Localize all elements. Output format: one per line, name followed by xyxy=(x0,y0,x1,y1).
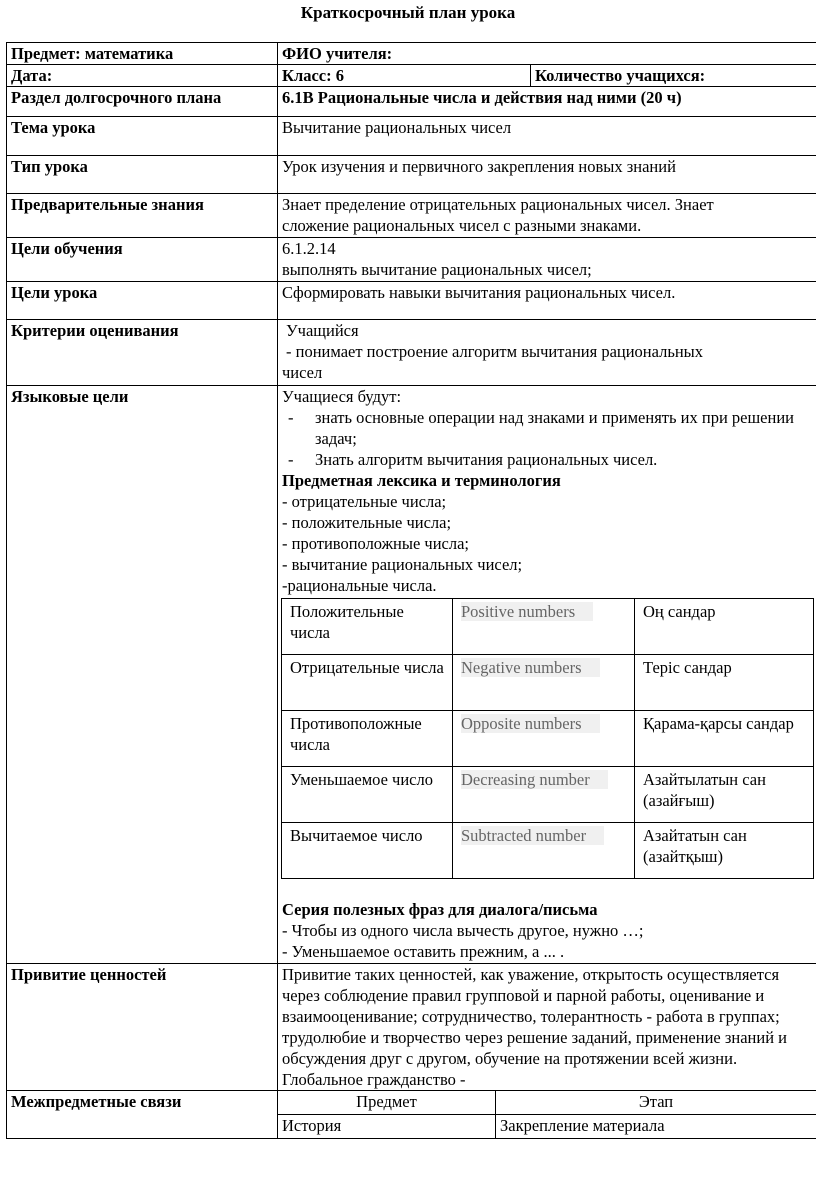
section-value: 6.1В Рациональные числа и действия над ними (20 ч) xyxy=(278,87,816,117)
goals-label: Цели урока xyxy=(7,282,278,320)
teacher-cell: ФИО учителя: xyxy=(278,43,816,65)
phrases-block xyxy=(282,899,812,962)
term-item: -рациональные числа. xyxy=(282,576,437,595)
vocab-kz: Оң сандар xyxy=(635,599,814,655)
language-label: Языковые цели xyxy=(7,386,278,964)
phrase-item: - Чтобы из одного числа вычесть другое, нужно …; xyxy=(282,921,644,940)
vocab-row xyxy=(282,711,814,767)
objectives-value xyxy=(278,238,816,282)
prior-line-1: Знает пределение отрицательных рациональных чисел. Знает xyxy=(282,195,714,214)
interdisciplinary-subject-value: История xyxy=(278,1115,496,1139)
vocab-ru: Противоположные числа xyxy=(282,711,453,767)
row-section xyxy=(7,87,816,117)
vocab-en xyxy=(453,767,635,823)
row-type xyxy=(7,156,816,194)
phrases-title: Серия полезных фраз для диалога/письма xyxy=(282,900,598,919)
vocab-row xyxy=(282,655,814,711)
objectives-text: выполнять вычитание рациональных чисел; xyxy=(282,260,592,279)
header-row-date xyxy=(7,65,816,87)
class-cell: Класс: 6 xyxy=(278,65,531,87)
values-global: Глобальное гражданство - xyxy=(282,1070,466,1089)
vocab-row xyxy=(282,767,814,823)
vocab-en-text: Negative numbers xyxy=(461,658,600,677)
topic-label: Тема урока xyxy=(7,117,278,156)
term-item: - положительные числа; xyxy=(282,513,452,532)
row-prior-knowledge xyxy=(7,194,816,238)
row-language-goals xyxy=(7,386,816,964)
criteria-line-3: чисел xyxy=(282,363,323,382)
vocab-en-text: Positive numbers xyxy=(461,602,593,621)
phrase-item: - Уменьшаемое оставить прежним, а ... . xyxy=(282,942,565,961)
objectives-label: Цели обучения xyxy=(7,238,278,282)
header-row-subject xyxy=(7,43,816,65)
term-item: - противоположные числа; xyxy=(282,534,469,553)
language-value xyxy=(278,386,816,964)
values-text: Привитие таких ценностей, как уважение, открытость осуществляется через соблюдение правил групповой и парной работы, оценивание и взаимооценивание; сотрудничество, толерантность - работа в группах; трудолюбие и творчество через решение заданий, применение знаний и обсуждения друг с другом, обучение на протяжении всей жизни. xyxy=(282,965,787,1068)
row-topic xyxy=(7,117,816,156)
vocab-row xyxy=(282,599,814,655)
vocab-kz: Азайтылатын сан (азайғыш) xyxy=(635,767,814,823)
interdisciplinary-col-subject: Предмет xyxy=(278,1091,496,1115)
vocab-kz: Азайтатын сан (азайтқыш) xyxy=(635,823,814,879)
term-item: - вычитание рациональных чисел; xyxy=(282,555,523,574)
objectives-code: 6.1.2.14 xyxy=(282,239,336,258)
language-bullet: - знать основные операции над знаками и применять их при решении задач; xyxy=(282,407,812,449)
interdisciplinary-col-stage: Этап xyxy=(496,1091,816,1115)
prior-value xyxy=(278,194,816,238)
language-intro: Учащиеся будут: xyxy=(282,387,402,406)
row-goals xyxy=(7,282,816,320)
vocab-en xyxy=(453,711,635,767)
goals-value: Сформировать навыки вычитания рациональных чисел. xyxy=(278,282,816,320)
subject-cell: Предмет: математика xyxy=(7,43,278,65)
values-value xyxy=(278,964,816,1091)
type-value: Урок изучения и первичного закрепления новых знаний xyxy=(278,156,816,194)
vocab-row xyxy=(282,823,814,879)
prior-line-2: сложение рациональных чисел с разными знаками. xyxy=(282,216,642,235)
vocab-en xyxy=(453,599,635,655)
interdisciplinary-stage-value: Закрепление материала xyxy=(496,1115,816,1139)
vocab-kz: Теріс сандар xyxy=(635,655,814,711)
vocab-title: Предметная лексика и терминология xyxy=(282,471,561,490)
topic-value: Вычитание рациональных чисел xyxy=(278,117,816,156)
criteria-label: Критерии оценивания xyxy=(7,320,278,386)
term-item: - отрицательные числа; xyxy=(282,492,447,511)
vocab-kz: Қарама-қарсы сандар xyxy=(635,711,814,767)
lesson-plan-table xyxy=(6,42,816,1139)
vocab-table xyxy=(281,598,814,879)
vocab-en-text: Subtracted number xyxy=(461,826,604,845)
type-label: Тип урока xyxy=(7,156,278,194)
section-label: Раздел долгосрочного плана xyxy=(7,87,278,117)
date-cell: Дата: xyxy=(7,65,278,87)
row-interdisciplinary-head xyxy=(7,1091,816,1115)
criteria-value xyxy=(278,320,816,386)
vocab-en-text: Opposite numbers xyxy=(461,714,600,733)
prior-label: Предварительные знания xyxy=(7,194,278,238)
row-values xyxy=(7,964,816,1091)
language-bullet: - Знать алгоритм вычитания рациональных чисел. xyxy=(282,449,812,470)
language-bullets xyxy=(282,407,812,470)
vocab-ru: Уменьшаемое число xyxy=(282,767,453,823)
vocab-en xyxy=(453,823,635,879)
vocab-en xyxy=(453,655,635,711)
vocab-ru: Вычитаемое число xyxy=(282,823,453,879)
students-cell: Количество учащихся: xyxy=(531,65,816,87)
vocab-en-text: Decreasing number xyxy=(461,770,608,789)
vocab-ru: Положительные числа xyxy=(282,599,453,655)
criteria-line-1: Учащийся xyxy=(286,321,359,340)
criteria-line-2: - понимает построение алгоритм вычитания рациональных xyxy=(286,342,704,361)
vocab-ru: Отрицательные числа xyxy=(282,655,453,711)
row-objectives xyxy=(7,238,816,282)
page-title: Краткосрочный план урока xyxy=(300,3,516,22)
values-label: Привитие ценностей xyxy=(7,964,278,1091)
row-criteria xyxy=(7,320,816,386)
interdisciplinary-label: Межпредметные связи xyxy=(7,1091,278,1139)
